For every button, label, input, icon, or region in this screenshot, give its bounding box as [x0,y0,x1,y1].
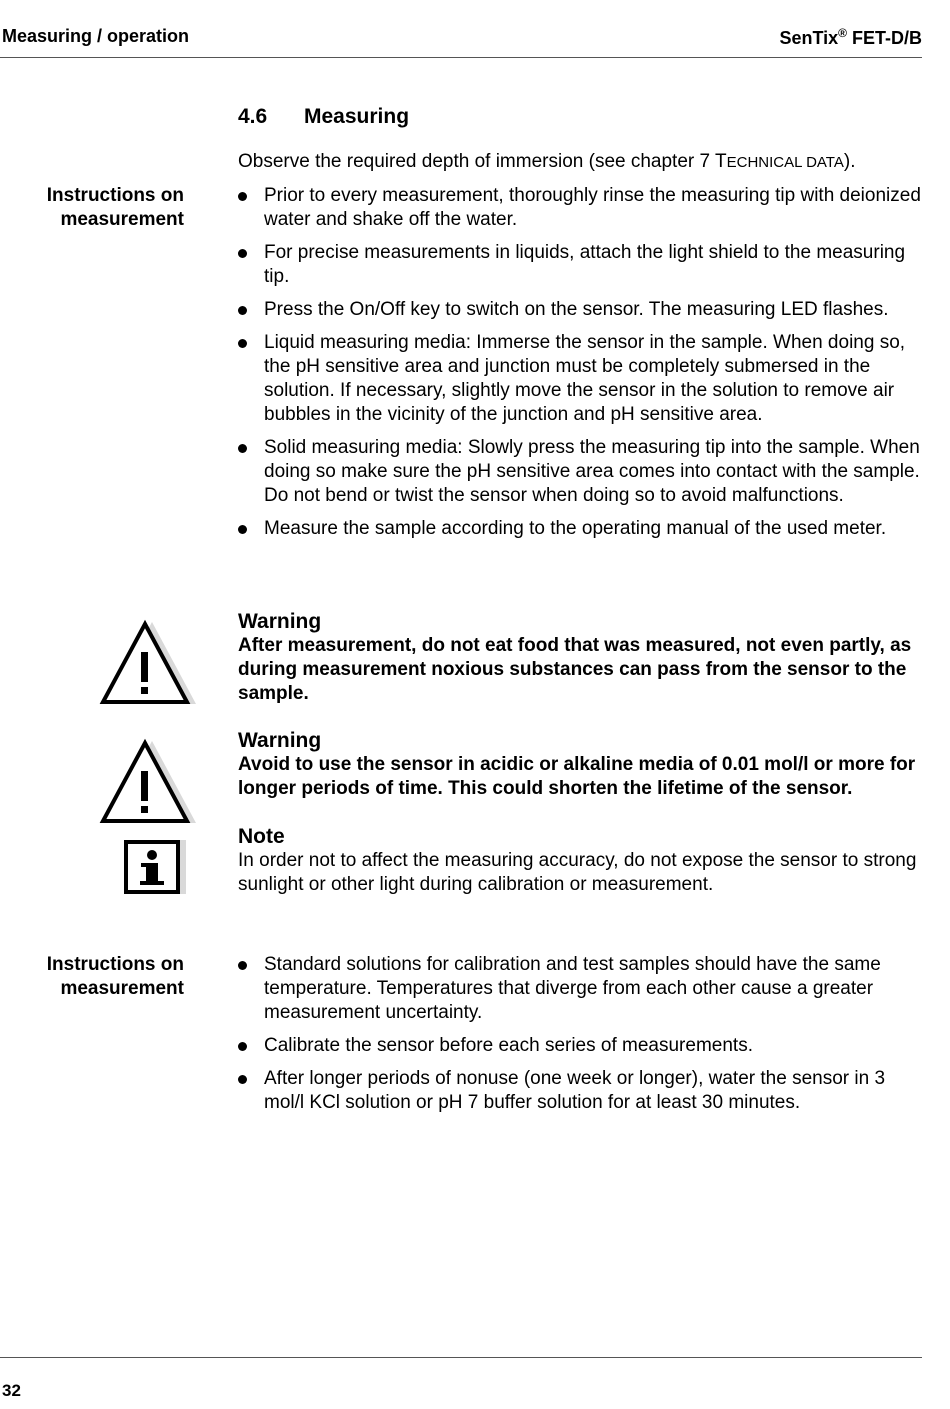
list-item: Measure the sample according to the operating manual of the used meter. [238,517,928,541]
section-number: 4.6 [238,105,268,128]
side-label-line: Instructions on [46,185,184,206]
warning-triangle-icon [98,737,198,827]
side-label-instructions-2 [0,953,184,1001]
header-rule [0,57,922,58]
footer-rule [0,1357,922,1358]
chapter-ref-smallcaps: ECHNICAL DATA [726,154,844,171]
note-block [238,825,928,897]
list-item: Press the On/Off key to switch on the sensor. The measuring LED flashes. [238,298,928,322]
list-item: Standard solutions for calibration and test samples should have the same temperature. Temperatures that diverge from each other cause a greater measurement uncertainty. [238,953,928,1025]
warning-triangle-icon [98,618,198,708]
list-item: Solid measuring media: Slowly press the measuring tip into the sample. When doing so make sure the pH sensitive area comes into contact with the sample. Do not bend or twist the sensor when doing so to avoid malfunctions. [238,436,928,508]
running-header-left: Measuring / operation [2,26,190,46]
page-number: 32 [2,1381,21,1400]
registered-mark: ® [838,26,847,40]
list-item: Calibrate the sensor before each series of measurements. [238,1034,928,1058]
section-heading [238,105,409,129]
warning-text: After measurement, do not eat food that was measured, not even partly, as during measurement noxious substances can pass from the sensor to the sample. [238,635,912,704]
brand-name: SenTix [779,28,839,48]
note-title: Note [238,825,285,848]
bullet-list-1 [238,184,928,550]
warning-block-1 [238,610,928,706]
list-item: For precise measurements in liquids, attach the light shield to the measuring tip. [238,241,928,289]
model-name: FET-D/B [847,28,922,48]
side-label-line: Instructions on [46,954,184,975]
intro-paragraph [238,150,928,175]
warning-text: Avoid to use the sensor in acidic or alkaline media of 0.01 mol/l or more for longer periods of time. This could shorten the lifetime of the sensor. [238,754,916,799]
list-item: Prior to every measurement, thoroughly rinse the measuring tip with deionized water and shake off the water. [238,184,928,232]
warning-title: Warning [238,610,322,633]
chapter-ref-initial: T [715,151,727,172]
side-label-instructions-1 [0,184,184,232]
list-item: After longer periods of nonuse (one week or longer), water the sensor in 3 mol/l KCl solution or pH 7 buffer solution for at least 30 minutes. [238,1067,928,1115]
intro-end: ). [843,151,856,172]
note-text: In order not to affect the measuring accuracy, do not expose the sensor to strong sunlight or other light during calibration or measurement. [238,850,917,895]
running-header-right [779,26,922,49]
warning-block-2 [238,729,928,801]
side-label-line: measurement [60,978,184,999]
list-item: Liquid measuring media: Immerse the sensor in the sample. When doing so, the pH sensitive area and junction must be completely submersed in the solution. If necessary, slightly move the sensor in the solution to remove air bubbles in the vicinity of the junction and pH sensitive area. [238,331,928,427]
info-icon [124,838,188,896]
bullet-list-2 [238,953,928,1124]
section-title: Measuring [304,105,410,128]
warning-title: Warning [238,729,322,752]
intro-text: Observe the required depth of immersion (see chapter 7 [238,151,716,172]
side-label-line: measurement [60,209,184,230]
